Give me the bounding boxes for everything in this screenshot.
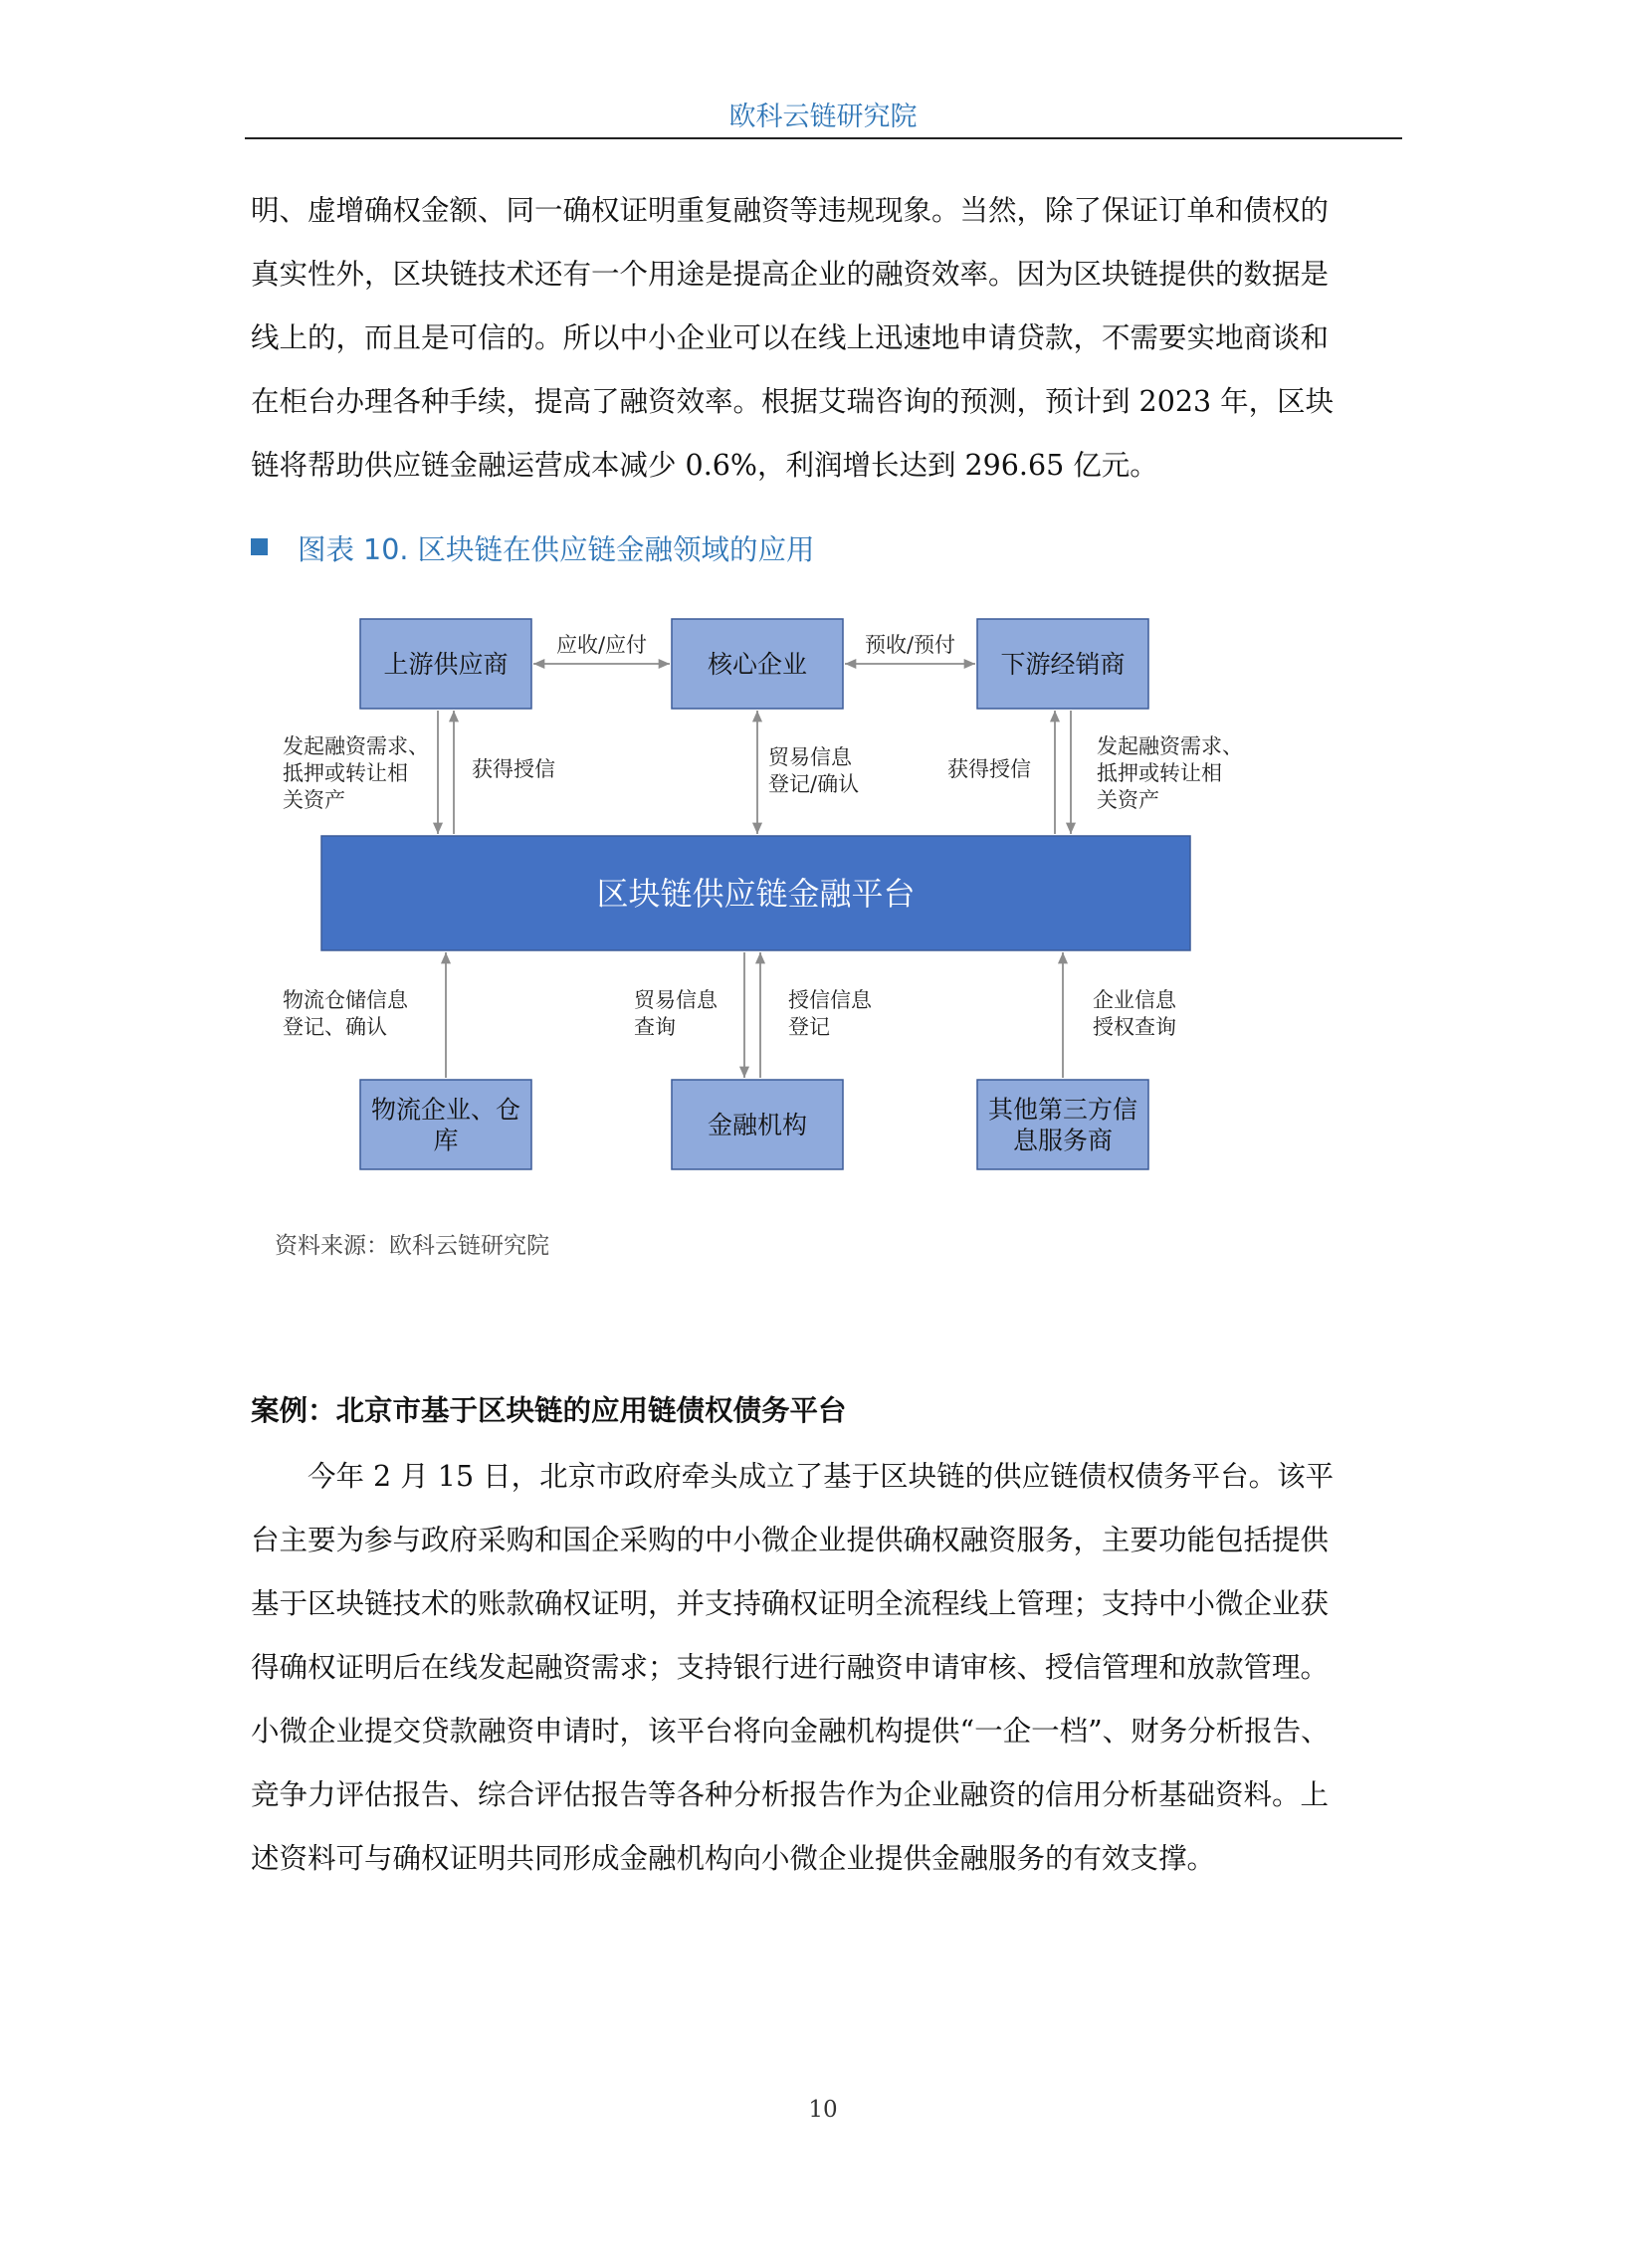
paragraph-line: 述资料可与确权证明共同形成金融机构向小微企业提供金融服务的有效支撑。 [251, 1842, 1216, 1875]
page-number: 10 [808, 2097, 838, 2123]
paragraph-line: 得确权证明后在线发起融资需求；支持银行进行融资申请审核、授信管理和放款管理。 [251, 1651, 1330, 1684]
paragraph-line: 真实性外，区块链技术还有一个用途是提高企业的融资效率。因为区块链提供的数据是 [251, 258, 1330, 291]
node-downstream-label: 下游经销商 [1000, 650, 1126, 679]
figure-caption-text: 图表 10. 区块链在供应链金融领域的应用 [298, 533, 815, 566]
paragraph-line: 基于区块链技术的账款确权证明，并支持确权证明全流程线上管理；支持中小微企业获 [251, 1587, 1330, 1620]
label-down-platform-req: 发起融资需求、抵押或转让相关资产 [1097, 734, 1243, 812]
figure-source: 资料来源：欧科云链研究院 [275, 1233, 549, 1259]
label-fin-trade: 贸易信息查询 [634, 988, 718, 1039]
caption-square-icon [251, 538, 268, 555]
paragraph-line: 在柜台办理各种手续，提高了融资效率。根据艾瑞咨询的预测，预计到 2023 年，区块 [251, 385, 1335, 418]
label-up-core: 应收/应付 [555, 633, 648, 657]
case-heading: 案例：北京市基于区块链的应用链债权债务平台 [251, 1394, 847, 1427]
node-financial-label: 金融机构 [707, 1111, 808, 1139]
case-paragraph [251, 1445, 1401, 1891]
node-upstream-label: 上游供应商 [383, 650, 509, 679]
supply-chain-finance-diagram [269, 597, 1244, 1244]
node-logistics [360, 1080, 531, 1169]
label-core-down: 预收/预付 [864, 633, 956, 657]
node-platform-label: 区块链供应链金融平台 [596, 875, 916, 914]
paragraph-line: 台主要为参与政府采购和国企采购的中小微企业提供确权融资服务，主要功能包括提供 [251, 1524, 1330, 1556]
label-up-platform-req: 发起融资需求、抵押或转让相关资产 [283, 734, 429, 812]
node-thirdparty [977, 1080, 1148, 1169]
label-up-platform-credit: 获得授信 [472, 757, 555, 781]
node-core-label: 核心企业 [707, 650, 808, 679]
paragraph-line: 竞争力评估报告、综合评估报告等各种分析报告作为企业融资的信用分析基础资料。上 [251, 1778, 1330, 1811]
paragraph-line: 线上的，而且是可信的。所以中小企业可以在线上迅速地申请贷款，不需要实地商谈和 [251, 321, 1330, 354]
header-title: 欧科云链研究院 [728, 102, 918, 132]
paragraph-line: 明、虚增确权金额、同一确权证明重复融资等违规现象。当然，除了保证订单和债权的 [251, 194, 1330, 227]
label-third-platform: 企业信息授权查询 [1093, 988, 1176, 1039]
node-logistics-label: 物流企业、仓库 [370, 1095, 521, 1155]
paragraph-line: 小微企业提交贷款融资申请时，该平台将向金融机构提供“一企一档”、财务分析报告、 [251, 1715, 1330, 1748]
label-down-platform-credit: 获得授信 [947, 757, 1031, 781]
node-thirdparty-label: 其他第三方信息服务商 [987, 1095, 1138, 1155]
figure-caption [251, 527, 814, 568]
label-fin-credit: 授信信息登记 [788, 988, 872, 1039]
paragraph-line: 今年 2 月 15 日，北京市政府牵头成立了基于区块链的供应链债权债务平台。该平 [308, 1460, 1335, 1493]
label-core-platform: 贸易信息登记/确认 [768, 745, 860, 796]
label-logistics-platform: 物流仓储信息登记、确认 [283, 988, 408, 1039]
header-rule [245, 137, 1402, 139]
paragraph-1 [251, 179, 1401, 498]
paragraph-line: 链将帮助供应链金融运营成本减少 0.6%，利润增长达到 296.65 亿元。 [251, 449, 1158, 482]
